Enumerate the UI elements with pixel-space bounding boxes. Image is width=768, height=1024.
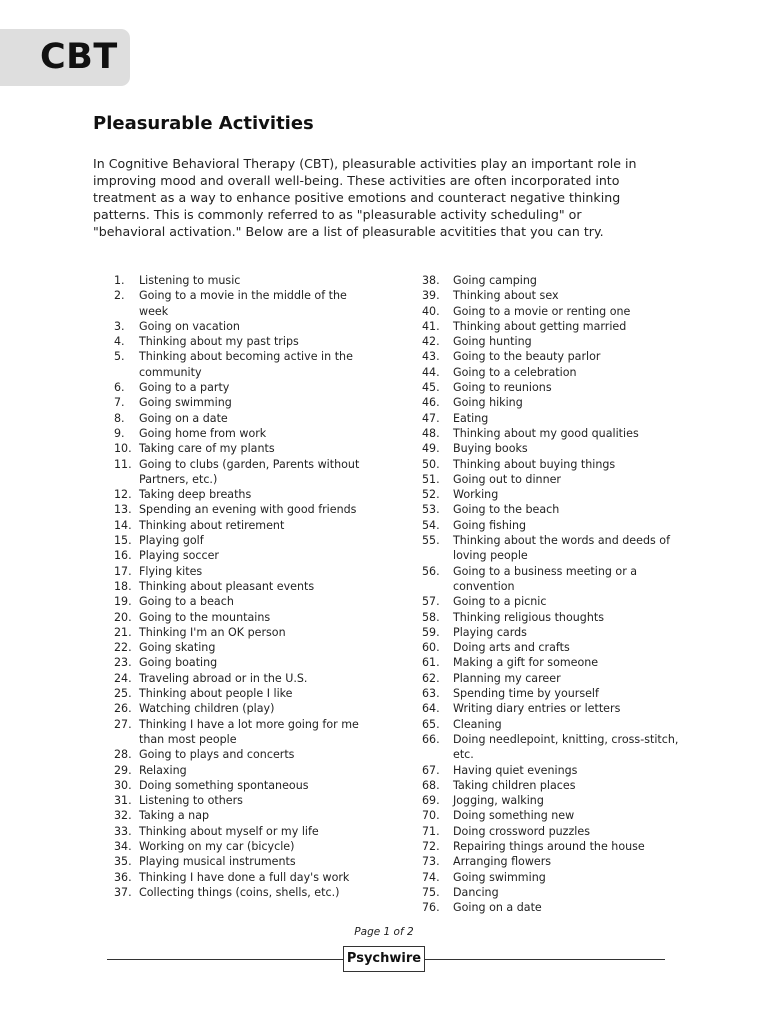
list-item-text: Taking deep breaths: [139, 488, 252, 502]
list-item-number: 46.: [422, 396, 440, 410]
list-item: [422, 518, 684, 533]
list-item-number: 12.: [114, 488, 132, 502]
list-item-number: 2.: [114, 289, 125, 303]
list-item: [422, 824, 684, 839]
list-item-number: 25.: [114, 687, 132, 701]
list-item-text: Thinking about getting married: [453, 319, 627, 333]
list-item-number: 71.: [422, 824, 440, 838]
list-item: [108, 854, 370, 869]
list-item-text: Taking care of my plants: [139, 442, 275, 456]
list-item-text: Going to the beauty parlor: [453, 350, 601, 364]
list-item-text: Jogging, walking: [453, 794, 544, 808]
list-item-text: Having quiet evenings: [453, 763, 578, 777]
list-item-text: Playing golf: [139, 534, 204, 548]
list-item: [108, 579, 370, 594]
list-item: [422, 610, 684, 625]
list-item: [422, 411, 684, 426]
list-item: [422, 778, 684, 793]
list-item-text: Doing something new: [453, 809, 575, 823]
list-item-text: Thinking about my good qualities: [453, 426, 639, 440]
list-item: [108, 839, 370, 854]
list-item: [108, 349, 370, 380]
list-item: [108, 686, 370, 701]
list-item-number: 39.: [422, 289, 440, 303]
list-item: [422, 671, 684, 686]
list-item: [422, 349, 684, 364]
list-item-number: 6.: [114, 381, 125, 395]
list-item: [422, 885, 684, 900]
list-item-text: Going swimming: [453, 870, 546, 884]
list-item: [422, 701, 684, 716]
list-item-number: 10.: [114, 442, 132, 456]
list-item: [422, 870, 684, 885]
list-item: [422, 854, 684, 869]
list-item-text: Thinking about people I like: [139, 687, 293, 701]
list-item-text: Going skating: [139, 641, 216, 655]
list-item-text: Going out to dinner: [453, 472, 561, 486]
list-item-number: 73.: [422, 855, 440, 869]
list-item-number: 44.: [422, 365, 440, 379]
list-item-text: Doing crossword puzzles: [453, 824, 590, 838]
footer-rule-left: [107, 959, 343, 960]
list-item-number: 72.: [422, 839, 440, 853]
list-item-text: Buying books: [453, 442, 528, 456]
list-item-text: Taking a nap: [139, 809, 210, 823]
list-item: [108, 885, 370, 900]
list-item-number: 38.: [422, 274, 440, 287]
list-item-text: Playing musical instruments: [139, 855, 296, 869]
list-item-number: 3.: [114, 319, 125, 333]
list-item-number: 60.: [422, 641, 440, 655]
list-item-number: 35.: [114, 855, 132, 869]
list-item-number: 51.: [422, 472, 440, 486]
list-item: [422, 900, 684, 915]
list-item-text: Going to a movie or renting one: [453, 304, 631, 318]
list-item-text: Going boating: [139, 656, 218, 670]
list-item-text: Spending time by yourself: [453, 687, 599, 701]
list-item-text: Thinking about buying things: [453, 457, 616, 471]
list-item-number: 53.: [422, 503, 440, 517]
list-item-text: Playing soccer: [139, 549, 219, 563]
list-item: [108, 380, 370, 395]
list-item: [422, 594, 684, 609]
list-item-text: Listening to others: [139, 794, 243, 808]
list-item-text: Thinking about becoming active in the community: [139, 350, 353, 379]
list-item: [422, 472, 684, 487]
list-item: [108, 518, 370, 533]
list-item-number: 31.: [114, 794, 132, 808]
list-item-number: 23.: [114, 656, 132, 670]
list-item-text: Going home from work: [139, 426, 267, 440]
list-item-number: 37.: [114, 885, 132, 899]
list-item-number: 19.: [114, 595, 132, 609]
list-item-number: 68.: [422, 778, 440, 792]
list-item-text: Watching children (play): [139, 702, 275, 716]
list-item-text: Working: [453, 488, 499, 502]
list-item-text: Going to a party: [139, 381, 230, 395]
list-item: [108, 610, 370, 625]
list-item-number: 24.: [114, 671, 132, 685]
list-item: [422, 273, 684, 288]
list-item-text: Thinking about retirement: [139, 518, 285, 532]
list-item: [108, 793, 370, 808]
list-item: [422, 426, 684, 441]
list-item-text: Collecting things (coins, shells, etc.): [139, 885, 340, 899]
list-item-number: 34.: [114, 839, 132, 853]
list-item: [422, 686, 684, 701]
list-item: [422, 839, 684, 854]
list-item-text: Going swimming: [139, 396, 232, 410]
list-item: [108, 487, 370, 502]
list-item-number: 9.: [114, 426, 125, 440]
list-item: [422, 717, 684, 732]
list-item-number: 45.: [422, 381, 440, 395]
list-item: [422, 395, 684, 410]
list-item-text: Making a gift for someone: [453, 656, 599, 670]
list-item-number: 20.: [114, 610, 132, 624]
list-item-text: Going to clubs (garden, Parents without Partners, etc.): [139, 457, 360, 486]
list-item-text: Arranging flowers: [453, 855, 552, 869]
page-title: Pleasurable Activities: [93, 113, 314, 134]
list-item-number: 29.: [114, 763, 132, 777]
page-number: Page 1 of 2: [354, 926, 414, 938]
list-item-text: Thinking about pleasant events: [139, 579, 315, 593]
list-item: [422, 763, 684, 778]
list-item-number: 30.: [114, 778, 132, 792]
list-item: [108, 548, 370, 563]
list-item-number: 74.: [422, 870, 440, 884]
list-item-number: 1.: [114, 274, 125, 287]
list-item: [422, 304, 684, 319]
list-item: [108, 763, 370, 778]
list-item-number: 26.: [114, 702, 132, 716]
list-item-number: 14.: [114, 518, 132, 532]
list-item: [422, 441, 684, 456]
list-item-text: Writing diary entries or letters: [453, 702, 621, 716]
list-item-text: Thinking religious thoughts: [453, 610, 604, 624]
list-item-number: 21.: [114, 625, 132, 639]
list-item: [108, 671, 370, 686]
list-item-number: 4.: [114, 335, 125, 349]
brand-logo: Psychwire: [343, 946, 425, 972]
list-item-text: Doing something spontaneous: [139, 778, 309, 792]
list-item-number: 69.: [422, 794, 440, 808]
list-item-text: Repairing things around the house: [453, 839, 645, 853]
list-item-text: Going on a date: [453, 901, 542, 915]
list-item-text: Listening to music: [139, 274, 241, 287]
list-item: [422, 640, 684, 655]
list-item-number: 66.: [422, 732, 440, 746]
list-item: [422, 334, 684, 349]
list-item: [108, 411, 370, 426]
list-item: [108, 870, 370, 885]
list-item: [108, 533, 370, 548]
list-item: [422, 487, 684, 502]
list-item-number: 65.: [422, 717, 440, 731]
list-item-text: Going to a picnic: [453, 595, 547, 609]
list-item-number: 70.: [422, 809, 440, 823]
list-item: [422, 808, 684, 823]
list-item-text: Planning my career: [453, 671, 561, 685]
list-item: [108, 808, 370, 823]
list-item-number: 41.: [422, 319, 440, 333]
list-item: [108, 334, 370, 349]
list-item: [108, 655, 370, 670]
list-item-number: 33.: [114, 824, 132, 838]
list-item: [422, 457, 684, 472]
list-item-number: 76.: [422, 901, 440, 915]
list-item-text: Going to the beach: [453, 503, 560, 517]
list-item-number: 54.: [422, 518, 440, 532]
list-item: [108, 625, 370, 640]
list-item-text: Thinking I'm an OK person: [139, 625, 286, 639]
list-item-text: Flying kites: [139, 564, 203, 578]
list-item-number: 42.: [422, 335, 440, 349]
list-item-number: 61.: [422, 656, 440, 670]
list-item-number: 18.: [114, 579, 132, 593]
list-item-number: 15.: [114, 534, 132, 548]
list-item-number: 56.: [422, 564, 440, 578]
list-item-text: Working on my car (bicycle): [139, 839, 295, 853]
section-tab-label: CBT: [40, 37, 118, 77]
list-item: [422, 564, 684, 595]
list-item-text: Eating: [453, 411, 489, 425]
list-item: [108, 273, 370, 288]
list-item: [108, 441, 370, 456]
list-item: [108, 502, 370, 517]
activity-list-left: [108, 273, 370, 900]
list-item-number: 47.: [422, 411, 440, 425]
list-item-text: Going to a movie in the middle of the week: [139, 289, 347, 318]
list-item: [422, 319, 684, 334]
list-item-number: 57.: [422, 595, 440, 609]
list-item: [422, 625, 684, 640]
list-item-text: Cleaning: [453, 717, 502, 731]
list-item-text: Going on a date: [139, 411, 228, 425]
list-item-text: Thinking about my past trips: [139, 335, 299, 349]
list-item: [108, 457, 370, 488]
list-item-text: Playing cards: [453, 625, 527, 639]
list-item-number: 59.: [422, 625, 440, 639]
list-item: [108, 564, 370, 579]
list-item-number: 64.: [422, 702, 440, 716]
list-item-text: Thinking about the words and deeds of loving people: [453, 534, 670, 563]
list-item-text: Spending an evening with good friends: [139, 503, 357, 517]
list-item: [108, 701, 370, 716]
list-item-number: 43.: [422, 350, 440, 364]
list-item-text: Relaxing: [139, 763, 187, 777]
list-item-number: 11.: [114, 457, 132, 471]
list-item-number: 55.: [422, 534, 440, 548]
activity-list-right: [422, 273, 684, 915]
list-item: [422, 655, 684, 670]
list-item-text: Going on vacation: [139, 319, 240, 333]
list-item-number: 40.: [422, 304, 440, 318]
list-item: [108, 747, 370, 762]
list-item-number: 32.: [114, 809, 132, 823]
list-item-number: 5.: [114, 350, 125, 364]
list-item: [422, 288, 684, 303]
list-item: [108, 778, 370, 793]
list-item: [422, 365, 684, 380]
list-item-number: 75.: [422, 885, 440, 899]
list-item-text: Taking children places: [453, 778, 576, 792]
list-item-number: 22.: [114, 641, 132, 655]
list-item: [422, 380, 684, 395]
list-item-number: 63.: [422, 687, 440, 701]
list-item-text: Going camping: [453, 274, 537, 287]
list-item: [422, 502, 684, 517]
list-item-number: 17.: [114, 564, 132, 578]
list-item: [108, 395, 370, 410]
list-item: [108, 288, 370, 319]
intro-paragraph: In Cognitive Behavioral Therapy (CBT), pleasurable activities play an important role in improving mood and overall well-being. These activities are often incorporated into treatment as a way to enhance positive emotions and counteract negative thinking patterns. This is commonly referred to as "pleasurable activity scheduling" or "behavioral activation." Below are a list of pleasurable acvitities that you can try.: [93, 156, 637, 239]
list-item: [108, 594, 370, 609]
list-item-text: Doing needlepoint, knitting, cross-stitch, etc.: [453, 732, 679, 762]
list-item: [108, 319, 370, 334]
list-item: [108, 426, 370, 441]
list-item-number: 7.: [114, 396, 125, 410]
list-item: [108, 717, 370, 748]
list-item-number: 13.: [114, 503, 132, 517]
list-item: [422, 732, 684, 763]
list-item-text: Going to plays and concerts: [139, 748, 295, 762]
list-item-number: 27.: [114, 717, 132, 731]
list-item-number: 49.: [422, 442, 440, 456]
list-item-number: 36.: [114, 870, 132, 884]
list-item-text: Thinking about sex: [453, 289, 559, 303]
list-item-number: 62.: [422, 671, 440, 685]
footer-rule-right: [425, 959, 665, 960]
list-item-number: 67.: [422, 763, 440, 777]
list-item-number: 52.: [422, 488, 440, 502]
list-item-text: Going to a business meeting or a convention: [453, 564, 638, 593]
list-item-text: Thinking about myself or my life: [139, 824, 319, 838]
list-item-text: Going fishing: [453, 518, 527, 532]
list-item: [422, 533, 684, 564]
list-item: [422, 793, 684, 808]
list-item-number: 28.: [114, 748, 132, 762]
list-item-number: 58.: [422, 610, 440, 624]
list-item-text: Going to a celebration: [453, 365, 577, 379]
list-item-text: Going hunting: [453, 335, 532, 349]
list-item-text: Going to reunions: [453, 381, 552, 395]
list-item-text: Going hiking: [453, 396, 523, 410]
list-item-number: 16.: [114, 549, 132, 563]
list-item-text: Thinking I have a lot more going for me than most people: [139, 717, 359, 746]
list-item-text: Doing arts and crafts: [453, 641, 570, 655]
list-item: [108, 824, 370, 839]
list-item-number: 8.: [114, 411, 125, 425]
list-item-number: 50.: [422, 457, 440, 471]
list-item: [108, 640, 370, 655]
list-item-text: Thinking I have done a full day's work: [139, 870, 350, 884]
list-item-text: Dancing: [453, 885, 499, 899]
list-item-text: Traveling abroad or in the U.S.: [139, 671, 308, 685]
list-item-number: 48.: [422, 426, 440, 440]
list-item-text: Going to a beach: [139, 595, 234, 609]
list-item-text: Going to the mountains: [139, 610, 271, 624]
